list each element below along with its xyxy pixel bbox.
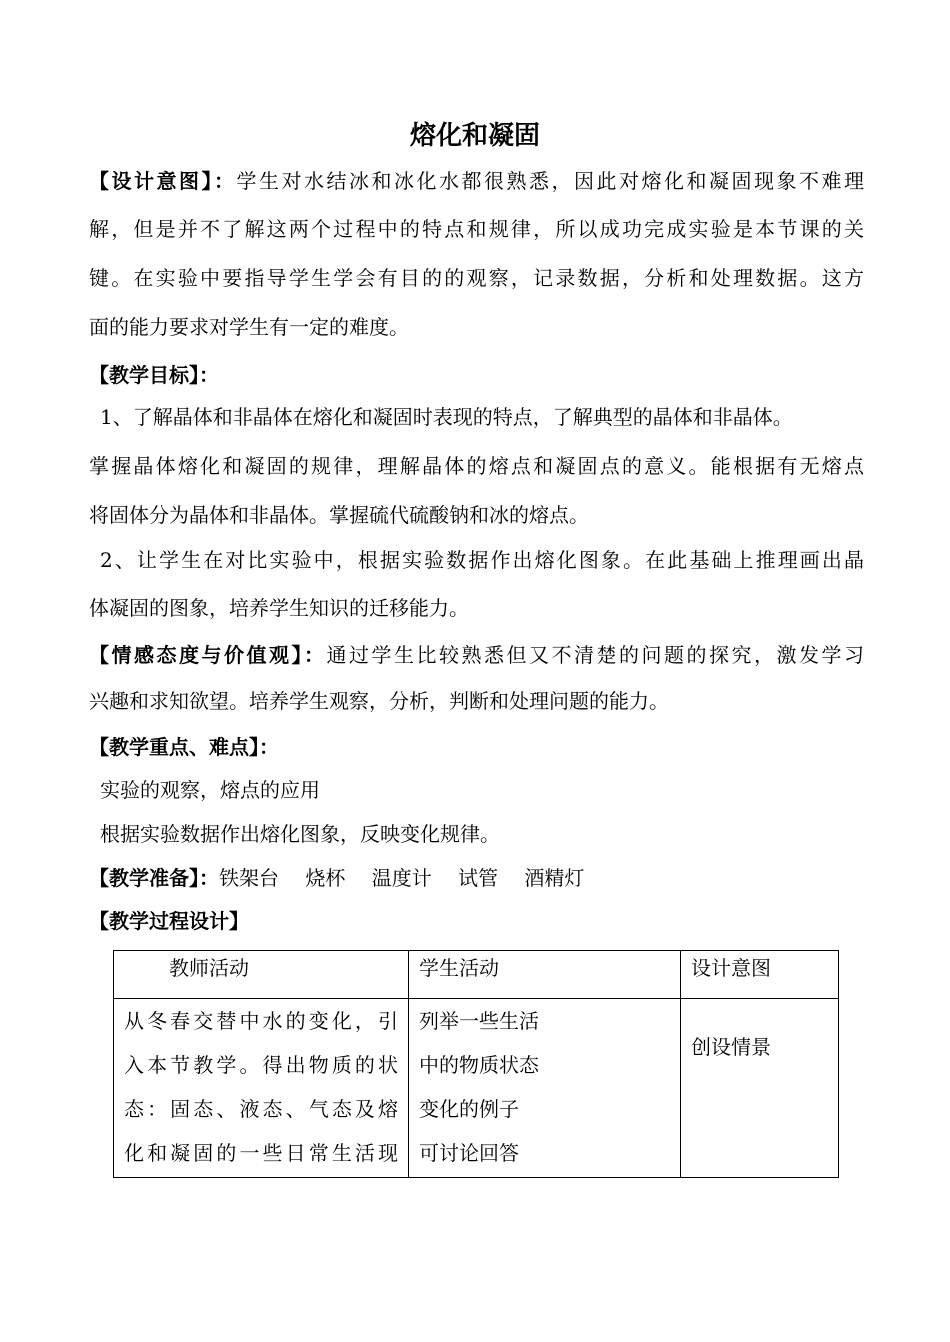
goals-line-3: 将固体分为晶体和非晶体。掌握硫代硫酸钠和冰的熔点。 — [89, 503, 589, 527]
preparation-line — [89, 864, 864, 892]
values-heading: 【情感态度与价值观】： — [89, 643, 327, 667]
design-intent-line-3: 键。在实验中要指导学生学会有目的的观察，记录数据，分析和处理数据。这方 — [89, 266, 864, 290]
student-activity-cell — [409, 999, 681, 1178]
values-line-2: 兴趣和求知欲望。培养学生观察，分析，判断和处理问题的能力。 — [89, 689, 669, 713]
design-intent-heading: 【设计意图】： — [89, 169, 237, 193]
design-intent-line-4: 面的能力要求对学生有一定的难度。 — [89, 315, 409, 339]
design-intent-text-1: 学生对水结冰和冰化水都很熟悉，因此对熔化和凝固现象不难理 — [236, 169, 864, 193]
header-student-activity: 学生活动 — [409, 951, 681, 999]
student-activity-line: 列举一些生活 — [419, 1009, 539, 1033]
goals-line-2: 掌握晶体熔化和凝固的规律，理解晶体的熔点和凝固点的意义。能根据有无熔点 — [89, 454, 864, 478]
header-design-intent: 设计意图 — [681, 951, 839, 999]
process-table — [113, 950, 839, 1178]
design-intent-line-2: 解，但是并不了解这两个过程中的特点和规律，所以成功完成实验是本节课的关 — [89, 217, 864, 241]
student-activity-line: 可讨论回答 — [419, 1141, 519, 1165]
design-intent-line-1 — [89, 167, 864, 195]
student-activity-line: 中的物质状态 — [419, 1053, 539, 1077]
student-activity-line: 变化的例子 — [419, 1097, 519, 1121]
teacher-activity-line: 入本节教学。得出物质的状 — [124, 1053, 398, 1077]
document-title: 熔化和凝固 — [409, 121, 540, 151]
process-heading: 【教学过程设计】 — [89, 909, 249, 933]
teacher-activity-line: 化和凝固的一些日常生活现 — [124, 1141, 398, 1165]
key-points-line-2: 根据实验数据作出熔化图象，反映变化规律。 — [100, 822, 500, 846]
goals-line-5: 体凝固的图象，培养学生知识的迁移能力。 — [89, 596, 469, 620]
teacher-activity-cell — [114, 999, 409, 1178]
table-row — [114, 999, 839, 1178]
design-intent-cell — [681, 999, 839, 1178]
key-points-heading: 【教学重点、难点】： — [89, 735, 279, 759]
goals-line-1: 1、了解晶体和非晶体在熔化和凝固时表现的特点，了解典型的晶体和非晶体。 — [100, 405, 793, 429]
preparation-heading: 【教学准备】： — [89, 866, 219, 890]
goals-heading: 【教学目标】： — [89, 363, 219, 387]
values-text-1: 通过学生比较熟悉但又不清楚的问题的探究，激发学习 — [326, 643, 864, 667]
preparation-items: 铁架台 烧杯 温度计 试管 酒精灯 — [219, 866, 585, 890]
table-header-row — [114, 951, 839, 999]
values-line-1 — [89, 641, 864, 669]
header-teacher-activity: 教师活动 — [114, 951, 409, 999]
goals-line-4: 2、让学生在对比实验中，根据实验数据作出熔化图象。在此基础上推理画出晶 — [100, 548, 864, 572]
design-intent-value: 创设情景 — [691, 1035, 771, 1059]
teacher-activity-line: 从冬春交替中水的变化，引 — [124, 1009, 398, 1033]
teacher-activity-line: 态：固态、液态、气态及熔 — [124, 1097, 398, 1121]
key-points-line-1: 实验的观察，熔点的应用 — [100, 778, 320, 802]
